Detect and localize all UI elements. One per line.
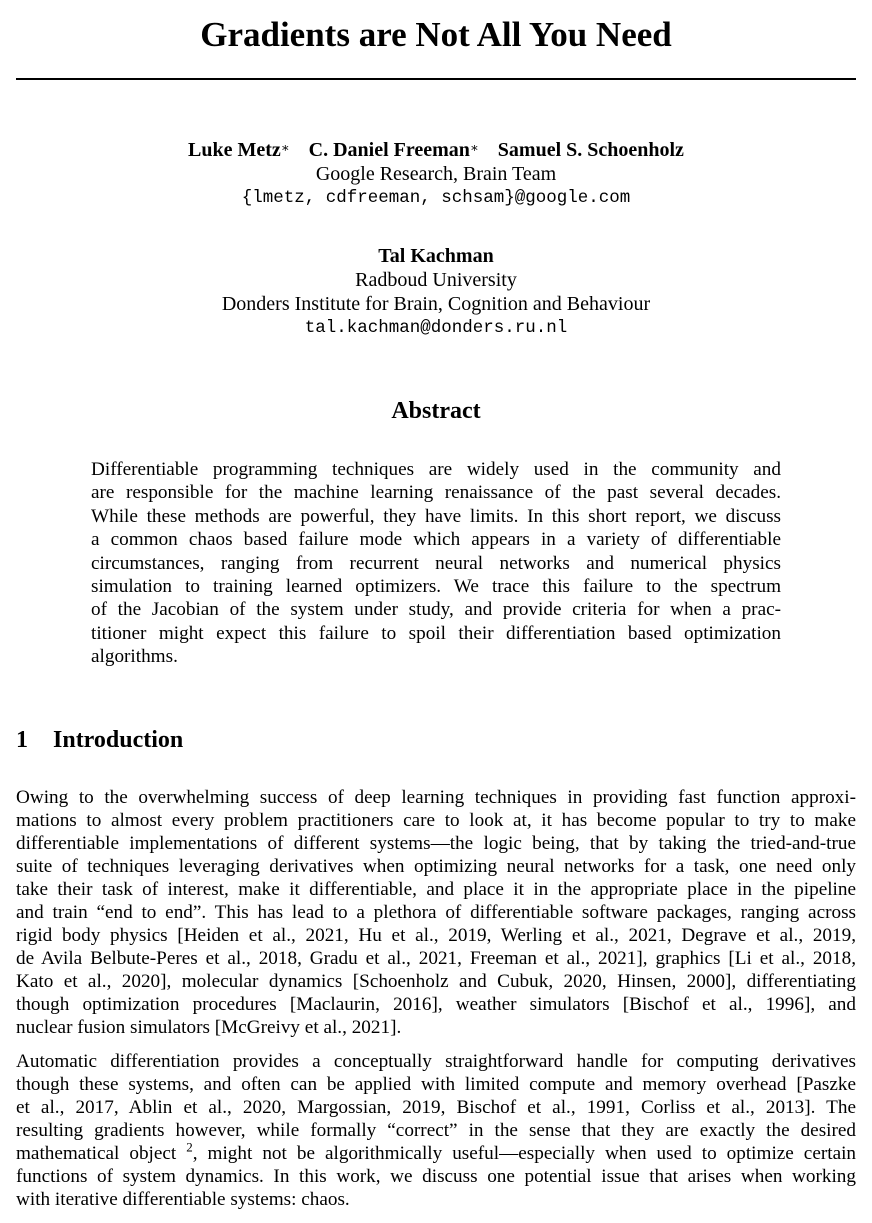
section-title: Introduction <box>53 727 184 753</box>
abstract-line: a common chaos based failure mode which appears in a variety of differentiable <box>91 529 781 551</box>
abstract-line: algorithms. <box>91 646 178 668</box>
abstract-line: circumstances, ranging from recurrent neural networks and numerical physics <box>91 552 781 574</box>
author-affiliation: Google Research, Brain Team <box>315 163 557 185</box>
author-email[interactable]: tal.kachman@donders.ru.nl <box>304 318 568 338</box>
author-block-2 <box>0 244 872 340</box>
paragraph-line: though optimization procedures [Maclaurin, 2016], weather simulators [Bischof et al., 1996], and <box>16 994 856 1015</box>
paragraph-line: et al., 2017, Ablin et al., 2020, Margossian, 2019, Bischof et al., 1991, Corliss et al., 2013]. The <box>16 1097 856 1118</box>
paragraph-line: and train “end to end”. This has lead to a plethora of differentiable software packages, ranging across <box>16 902 856 923</box>
paragraph-line: Owing to the overwhelming success of deep learning techniques in providing fast function approxi- <box>16 787 856 808</box>
section-heading-introduction <box>16 725 183 755</box>
intro-paragraph-2 <box>16 1050 856 1211</box>
paragraph-line: Kato et al., 2020], molecular dynamics [Schoenholz and Cubuk, 2020, Hinsen, 2000], differentiating <box>16 971 856 992</box>
intro-paragraph-1 <box>16 786 856 1039</box>
author-affiliation: Donders Institute for Brain, Cognition and Behaviour <box>221 293 651 315</box>
abstract-line: titioner might expect this failure to spoil their differentiation based optimization <box>91 622 781 644</box>
paragraph-line: suite of techniques leveraging derivatives when optimizing neural networks for a task, one need only <box>16 856 856 877</box>
paragraph-line: resulting gradients however, while formally “correct” in the sense that they are exactly the desired <box>16 1120 856 1141</box>
paragraph-line: mathematical object $^2$, might not be algorithmically useful—especially when used to optimize certain <box>16 1139 857 1164</box>
paragraph-line: differentiable implementations of different systems—the logic being, that by taking the tried-and-true <box>16 833 856 854</box>
paragraph-line: with iterative differentiable systems: chaos. <box>16 1189 350 1210</box>
paragraph-line: though these systems, and often can be applied with limited compute and memory overhead [Paszke <box>16 1074 856 1095</box>
paper-title: Gradients are Not All You Need <box>200 15 672 54</box>
paragraph-line: mations to almost every problem practitioners care to look at, it has become popular to try to make <box>16 810 856 831</box>
title-rule <box>16 78 856 80</box>
abstract-heading: Abstract <box>391 398 481 424</box>
abstract-body <box>91 458 781 669</box>
paragraph-line: rigid body physics [Heiden et al., 2021, Hu et al., 2019, Werling et al., 2021, Degrave et al., 2019, <box>16 925 856 946</box>
author-name: Samuel S. Schoenholz <box>497 139 684 161</box>
paragraph-line: de Avila Belbute-Peres et al., 2018, Gradu et al., 2021, Freeman et al., 2021], graphics [Li et al., 2018, <box>16 948 856 969</box>
author-name: Luke Metz∗ <box>188 139 290 161</box>
paragraph-line: take their task of interest, make it differentiable, and place it in the appropriate place in the pipeline <box>16 879 856 900</box>
author-email[interactable]: {lmetz, cdfreeman, schsam}@google.com <box>241 188 631 208</box>
abstract-line: of the Jacobian of the system under study, and provide criteria for when a prac- <box>91 599 781 621</box>
paragraph-line: Automatic differentiation provides a conceptually straightforward handle for computing derivatives <box>16 1051 856 1072</box>
author-block-1 <box>0 138 872 210</box>
paragraph-line: functions of system dynamics. In this work, we discuss one potential issue that arises when working <box>16 1166 856 1187</box>
author-name: Tal Kachman <box>378 245 494 267</box>
author-names <box>0 138 872 162</box>
author-affiliation: Radboud University <box>355 269 517 291</box>
section-number: 1 <box>16 727 28 753</box>
equal-contribution-mark: ∗ <box>280 140 290 155</box>
abstract-line: are responsible for the machine learning renaissance of the past several decades. <box>91 482 781 504</box>
footnote-mark[interactable]: 2 <box>186 1139 193 1155</box>
author-name: C. Daniel Freeman∗ <box>308 139 479 161</box>
equal-contribution-mark: ∗ <box>469 140 479 155</box>
abstract-line: simulation to training learned optimizers. We trace this failure to the spectrum <box>91 576 781 598</box>
abstract-line: Differentiable programming techniques are widely used in the community and <box>91 459 781 480</box>
paragraph-line: nuclear fusion simulators [McGreivy et al., 2021]. <box>16 1017 402 1038</box>
abstract-line: While these methods are powerful, they have limits. In this short report, we discuss <box>91 505 781 527</box>
